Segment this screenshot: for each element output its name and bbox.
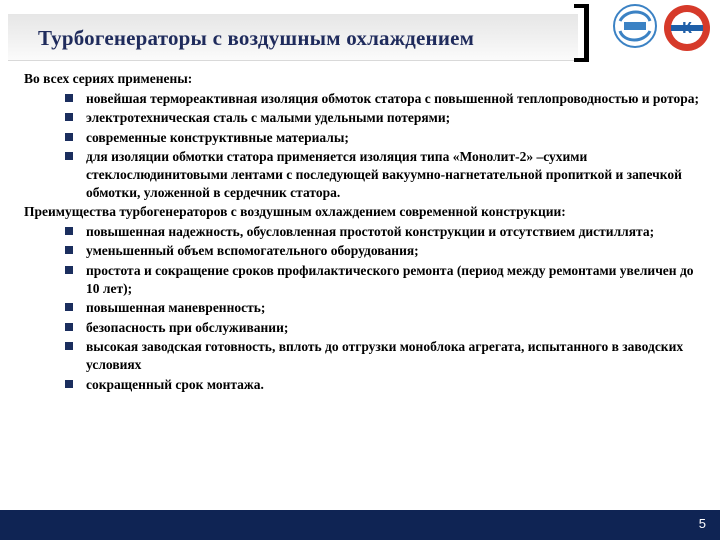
advantages-list [24, 223, 704, 393]
list-item: современные конструктивные материалы; [24, 129, 704, 147]
slide-header [0, 0, 720, 66]
list-item: высокая заводская готовность, вплоть до отгрузки моноблока агрегата, испытанного в заводских условиях [24, 338, 704, 373]
slide-title: Турбогенераторы с воздушным охлаждением [38, 26, 475, 50]
list-item: электротехническая сталь с малыми удельными потерями; [24, 109, 704, 127]
square-bullet-icon [65, 246, 73, 254]
square-bullet-icon [65, 323, 73, 331]
page-number: 5 [698, 516, 706, 531]
list-item: повышенная надежность, обусловленная простотой конструкции и отсутствием дистиллята; [24, 223, 704, 241]
square-bullet-icon [65, 94, 73, 102]
section-title-features: Во всех сериях применены: [24, 71, 193, 86]
square-bullet-icon [65, 227, 73, 235]
list-item: уменьшенный объем вспомогательного оборудования; [24, 242, 704, 260]
list-item: для изоляции обмотки статора применяется изоляция типа «Монолит-2» –сухими стеклослюдинитовыми лентами с последующей вакуумно-нагнетательной пропиткой и запечкой обмотки, уложенной в сердечник статора. [24, 148, 704, 201]
square-bullet-icon [65, 342, 73, 350]
square-bullet-icon [65, 152, 73, 160]
square-bullet-icon [65, 266, 73, 274]
square-bullet-icon [65, 113, 73, 121]
emblem-letter: К [682, 20, 692, 37]
square-bullet-icon [65, 303, 73, 311]
features-list [24, 90, 704, 202]
list-item: простота и сокращение сроков профилактического ремонта (период между ремонтами увеличен до 10 лет); [24, 262, 704, 297]
swirl-logo-icon [612, 3, 658, 49]
slide-body [24, 70, 704, 395]
square-bullet-icon [65, 380, 73, 388]
list-item: новейшая термореактивная изоляция обмоток статора с повышенной теплопроводностью и ротора; [24, 90, 704, 108]
section-title-advantages: Преимущества турбогенераторов с воздушным охлаждением современной конструкции: [24, 204, 566, 220]
bracket-decoration [574, 4, 589, 62]
list-item: повышенная маневренность; [24, 299, 704, 317]
square-bullet-icon [65, 133, 73, 141]
list-item: сокращенный срок монтажа. [24, 376, 704, 394]
emblem-logo-icon [662, 3, 712, 53]
footer-bar [0, 510, 720, 540]
list-item: безопасность при обслуживании; [24, 319, 704, 337]
